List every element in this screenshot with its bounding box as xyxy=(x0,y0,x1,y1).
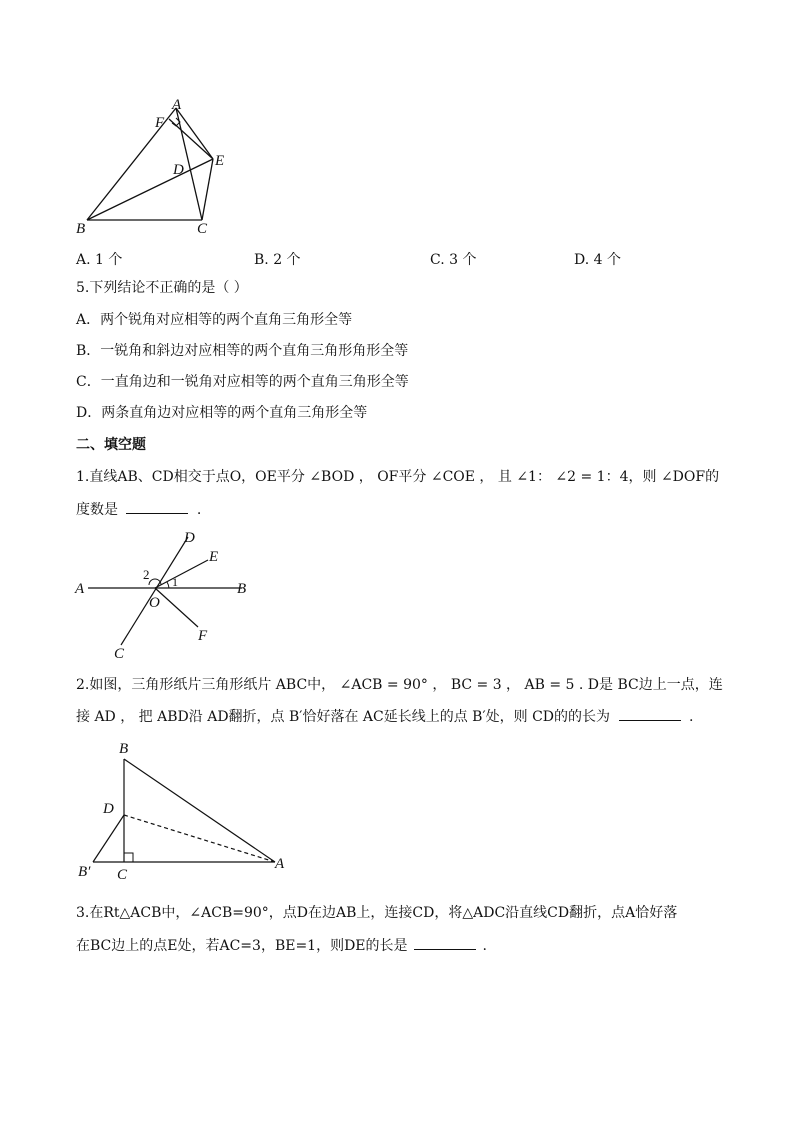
fig2-label-d: D xyxy=(184,530,195,546)
fill3-line2-text: 在BC边上的点E处，若AC=3，BE=1，则DE的长是 xyxy=(76,938,408,954)
fig2-label-b: B xyxy=(237,581,247,597)
fig1-label-e: E xyxy=(215,153,225,169)
fig2-label-1: 1 xyxy=(172,575,178,589)
fill2-line2 xyxy=(76,705,693,727)
fig2-label-e: E xyxy=(209,549,219,565)
fig1-label-b: B xyxy=(76,221,86,237)
fill2-line2-text: 接 AD ， 把 ABD沿 AD翻折，点 B′恰好落在 AC延长线上的点 B′处，则 CD的的长为 xyxy=(76,709,611,725)
fig3-label-a: A xyxy=(275,856,285,872)
triangle-figure-q4 xyxy=(70,95,240,240)
q4-option-c: C. 3 个 xyxy=(430,252,477,268)
fig3-label-c: C xyxy=(117,867,128,883)
fill3-line1: 3.在Rt△ACB中，∠ACB=90°，点D在边AB上，连接CD，将△ADC沿直线CD翻折，点A恰好落 xyxy=(76,905,678,921)
fig1-label-c: C xyxy=(197,221,208,237)
fig2-label-2: 2 xyxy=(143,567,150,582)
fill3-answer-blank[interactable] xyxy=(414,934,476,950)
fill2-line1: 2.如图，三角形纸片三角形纸片 ABC中， ∠ACB = 90° ， BC = 3 ， AB = 5 . D是 BC边上一点，连 xyxy=(76,677,723,693)
fig2-label-f: F xyxy=(198,628,208,644)
fig2-label-a: A xyxy=(75,581,85,597)
fill1-line2 xyxy=(76,498,201,520)
fill1-line1: 1.直线AB、CD相交于点O，OE平分 ∠BOD ， OF平分 ∠COE ， 且 ∠1： ∠2 = 1：4，则 ∠DOF的 xyxy=(76,469,720,485)
q5-stem: 5.下列结论不正确的是（ ） xyxy=(76,280,248,296)
fig2-label-o: O xyxy=(149,595,160,611)
fig3-label-d: D xyxy=(103,801,114,817)
fill3-line2 xyxy=(76,934,487,956)
q5-option-d: D．两条直角边对应相等的两个直角三角形全等 xyxy=(76,405,368,421)
fig2-label-c: C xyxy=(114,646,125,662)
q5-option-c: C．一直角边和一锐角对应相等的两个直角三角形全等 xyxy=(76,374,409,390)
fig3-label-b: B xyxy=(119,741,129,757)
q5-option-b: B．一锐角和斜边对应相等的两个直角三角形角形全等 xyxy=(76,343,409,359)
fig1-label-a: A xyxy=(172,97,182,113)
q5-option-a: A．两个锐角对应相等的两个直角三角形全等 xyxy=(76,312,353,328)
fig3-label-bprime: B′ xyxy=(78,864,91,880)
section-title-fill-blank: 二、填空题 xyxy=(76,437,146,453)
q4-option-d: D. 4 个 xyxy=(574,252,621,268)
q4-options xyxy=(76,249,716,269)
intersecting-lines-figure xyxy=(70,525,260,665)
fill1-answer-blank[interactable] xyxy=(126,498,188,514)
fig1-label-d: D xyxy=(173,162,184,178)
q4-option-b: B. 2 个 xyxy=(254,252,301,268)
fill3-line2-end: . xyxy=(482,938,487,954)
fill1-line2-text: 度数是 xyxy=(76,502,118,518)
folded-triangle-figure xyxy=(70,738,300,886)
fill2-answer-blank[interactable] xyxy=(619,705,681,721)
fig1-label-f: F xyxy=(155,115,165,131)
fill2-line2-end: . xyxy=(688,709,694,725)
fill1-line2-end: . xyxy=(196,502,202,518)
q4-option-a: A. 1 个 xyxy=(76,252,123,268)
